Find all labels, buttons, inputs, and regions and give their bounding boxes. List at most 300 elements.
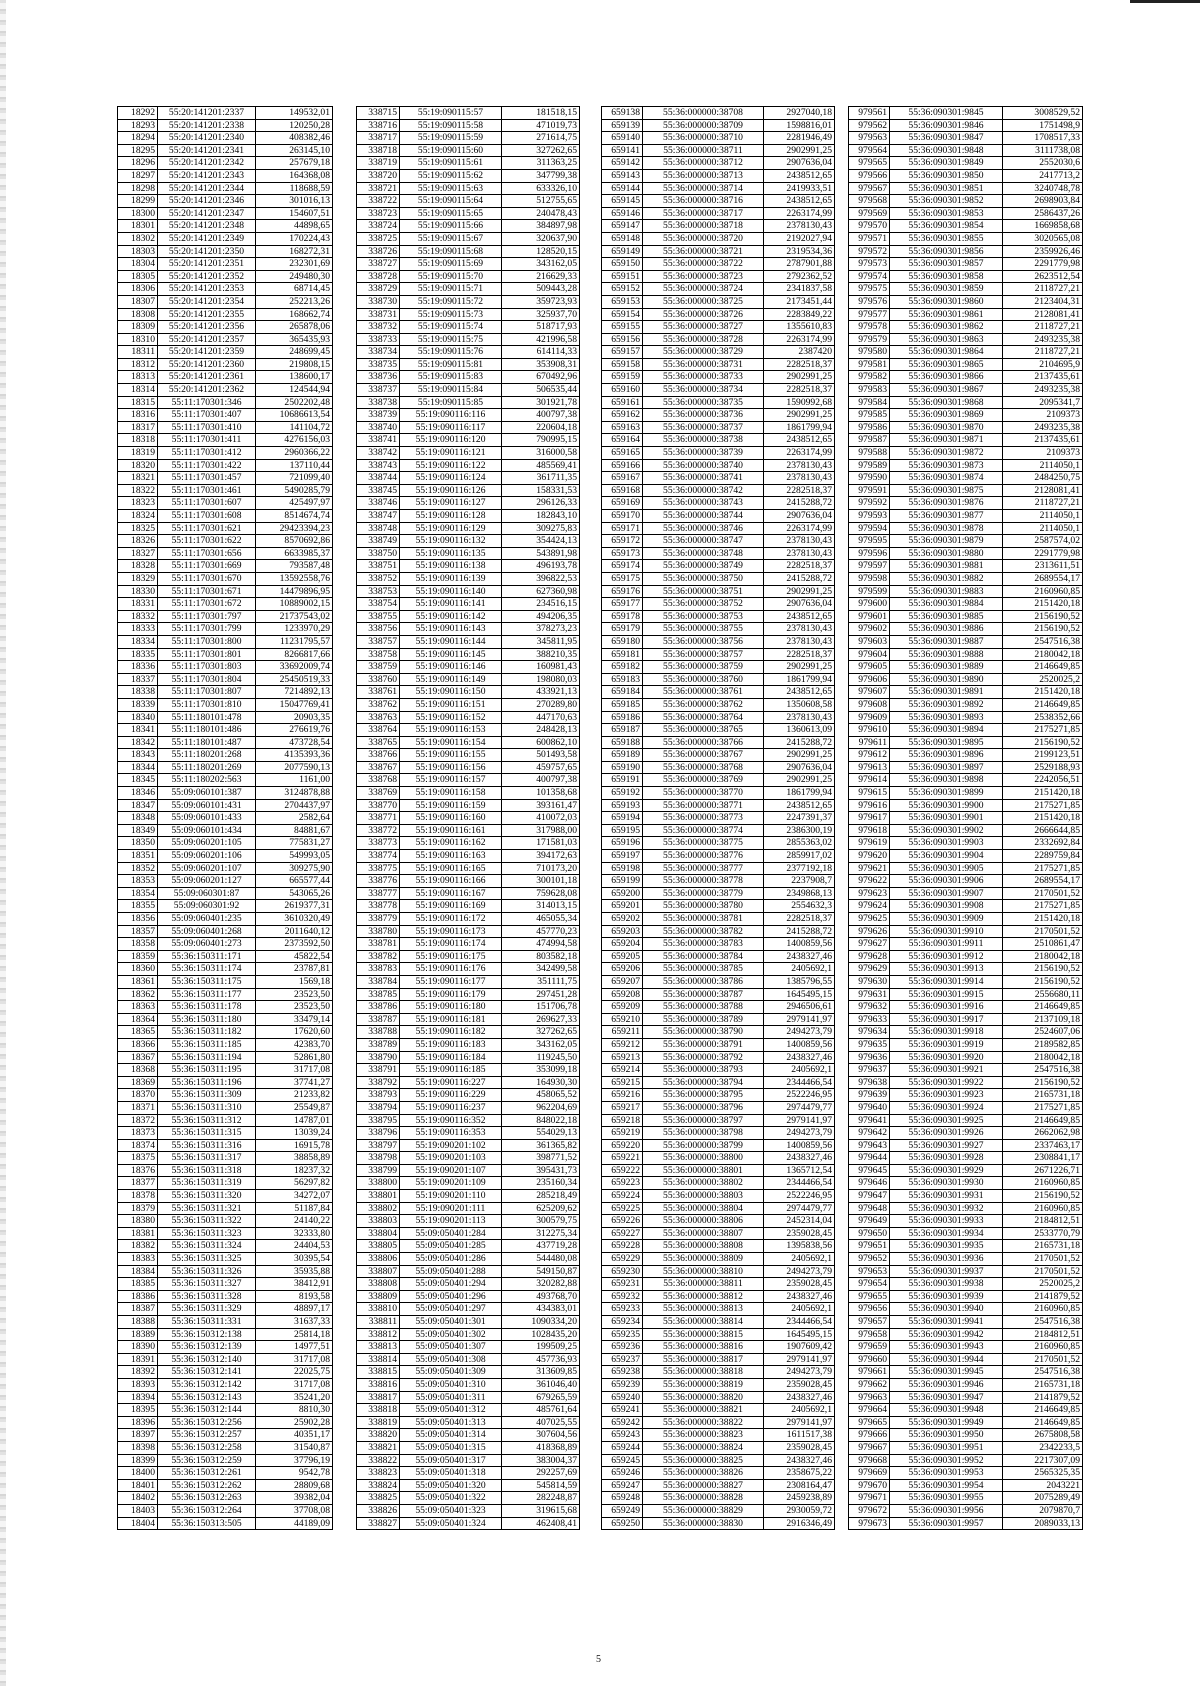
cadastral-number-cell: 55:36:000000:38815 (643, 1328, 764, 1341)
table-row (118, 1215, 333, 1228)
row-number-cell: 979568 (849, 195, 890, 208)
row-number-cell: 659193 (602, 799, 643, 812)
value-cell: 2170501,52 (1003, 1265, 1083, 1278)
row-number-cell: 979593 (849, 510, 890, 523)
table-row (118, 812, 333, 825)
table-row (849, 900, 1083, 913)
row-number-cell: 659149 (602, 245, 643, 258)
row-number-cell: 659179 (602, 623, 643, 636)
row-number-cell: 18361 (118, 975, 158, 988)
row-number-cell: 659168 (602, 484, 643, 497)
row-number-cell: 659239 (602, 1378, 643, 1391)
cadastral-number-cell: 55:36:150311:312 (158, 1114, 256, 1127)
value-cell: 2417713,2 (1003, 169, 1083, 182)
row-number-cell: 979641 (849, 1114, 890, 1127)
value-cell: 2160960,85 (1003, 1341, 1083, 1354)
cadastral-number-cell: 55:36:000000:38747 (643, 535, 764, 548)
value-cell: 2291779,98 (1003, 258, 1083, 271)
value-cell: 2979141,97 (764, 1353, 835, 1366)
cadastral-number-cell: 55:20:141201:2355 (158, 308, 256, 321)
cadastral-number-cell: 55:36:090301:9931 (890, 1190, 1003, 1203)
row-number-cell: 338718 (357, 144, 400, 157)
value-cell: 168662,74 (256, 308, 333, 321)
row-number-cell: 979595 (849, 535, 890, 548)
cadastral-number-cell: 55:19:090115:65 (400, 207, 502, 220)
table-row (118, 925, 333, 938)
cadastral-number-cell: 55:09:050401:297 (400, 1303, 502, 1316)
value-cell: 2419933,51 (764, 182, 835, 195)
value-cell: 1861799,94 (764, 673, 835, 686)
table-row (602, 988, 835, 1001)
table-row (602, 421, 835, 434)
row-number-cell: 338736 (357, 371, 400, 384)
value-cell: 2438327,46 (764, 1391, 835, 1404)
value-cell: 3020565,08 (1003, 232, 1083, 245)
row-number-cell: 338779 (357, 913, 400, 926)
table-row (602, 522, 835, 535)
cadastral-number-cell: 55:36:000000:38759 (643, 661, 764, 674)
cadastral-number-cell: 55:11:170301:670 (158, 572, 256, 585)
table-row (357, 447, 580, 460)
value-cell: 22025,75 (256, 1366, 333, 1379)
cadastral-number-cell: 55:36:000000:38714 (643, 182, 764, 195)
cadastral-number-cell: 55:36:000000:38721 (643, 245, 764, 258)
value-cell: 2587574,02 (1003, 535, 1083, 548)
value-cell: 383004,37 (502, 1454, 580, 1467)
value-cell: 297451,28 (502, 988, 580, 1001)
value-cell: 2146649,85 (1003, 1404, 1083, 1417)
table-row (357, 1177, 580, 1190)
value-cell: 31540,87 (256, 1441, 333, 1454)
value-cell: 2170501,52 (1003, 887, 1083, 900)
value-cell: 28809,68 (256, 1479, 333, 1492)
table-row (849, 321, 1083, 334)
row-number-cell: 18335 (118, 648, 158, 661)
table-row (357, 1064, 580, 1077)
value-cell: 164930,30 (502, 1076, 580, 1089)
row-number-cell: 18337 (118, 673, 158, 686)
table-row (849, 1404, 1083, 1417)
row-number-cell: 659185 (602, 698, 643, 711)
table-row (357, 232, 580, 245)
cadastral-number-cell: 55:36:090301:9897 (890, 761, 1003, 774)
value-cell: 33479,14 (256, 1013, 333, 1026)
row-number-cell: 979562 (849, 119, 890, 132)
cadastral-number-cell: 55:36:000000:38716 (643, 195, 764, 208)
row-number-cell: 18301 (118, 220, 158, 233)
value-cell: 396822,53 (502, 572, 580, 585)
table-row (357, 925, 580, 938)
value-cell: 549150,87 (502, 1265, 580, 1278)
table-row (118, 447, 333, 460)
value-cell: 1028435,20 (502, 1328, 580, 1341)
value-cell: 2359028,45 (764, 1441, 835, 1454)
row-number-cell: 18371 (118, 1101, 158, 1114)
cadastral-number-cell: 55:36:000000:38720 (643, 232, 764, 245)
table-row (602, 207, 835, 220)
table-row (118, 610, 333, 623)
value-cell: 2586437,26 (1003, 207, 1083, 220)
value-cell: 232301,69 (256, 258, 333, 271)
row-number-cell: 18297 (118, 169, 158, 182)
value-cell: 485569,41 (502, 459, 580, 472)
table-row (602, 1139, 835, 1152)
table-row (118, 283, 333, 296)
cadastral-number-cell: 55:19:090116:161 (400, 824, 502, 837)
row-number-cell: 979616 (849, 799, 890, 812)
cadastral-number-cell: 55:20:141201:2362 (158, 384, 256, 397)
row-number-cell: 338741 (357, 434, 400, 447)
cadastral-number-cell: 55:19:090116:140 (400, 585, 502, 598)
value-cell: 506535,44 (502, 384, 580, 397)
row-number-cell: 979662 (849, 1378, 890, 1391)
cadastral-number-cell: 55:36:150311:196 (158, 1076, 256, 1089)
table-row (118, 913, 333, 926)
value-cell: 2359028,45 (764, 1227, 835, 1240)
cadastral-number-cell: 55:36:150311:195 (158, 1064, 256, 1077)
row-number-cell: 338807 (357, 1265, 400, 1278)
table-row (849, 711, 1083, 724)
value-cell: 2582,64 (256, 812, 333, 825)
table-row (849, 1278, 1083, 1291)
row-number-cell: 338820 (357, 1429, 400, 1442)
row-number-cell: 979567 (849, 182, 890, 195)
cadastral-number-cell: 55:36:150312:139 (158, 1341, 256, 1354)
cadastral-number-cell: 55:09:060301:92 (158, 900, 256, 913)
cadastral-number-cell: 55:36:090301:9867 (890, 384, 1003, 397)
cadastral-number-cell: 55:36:000000:38797 (643, 1114, 764, 1127)
table-row (357, 119, 580, 132)
value-cell: 458065,52 (502, 1089, 580, 1102)
table-row (602, 321, 835, 334)
cadastral-number-cell: 55:36:150311:175 (158, 975, 256, 988)
table-row (849, 1504, 1083, 1517)
cadastral-number-cell: 55:36:000000:38712 (643, 157, 764, 170)
row-number-cell: 979612 (849, 749, 890, 762)
table-row (357, 661, 580, 674)
value-cell: 24140,22 (256, 1215, 333, 1228)
cadastral-number-cell: 55:36:090301:9910 (890, 925, 1003, 938)
row-number-cell: 979655 (849, 1290, 890, 1303)
value-cell: 168272,31 (256, 245, 333, 258)
row-number-cell: 659195 (602, 824, 643, 837)
row-number-cell: 659197 (602, 850, 643, 863)
cadastral-number-cell: 55:09:050401:323 (400, 1504, 502, 1517)
table-row (118, 1316, 333, 1329)
table-row (357, 1391, 580, 1404)
table-row (118, 1114, 333, 1127)
table-row (602, 346, 835, 359)
value-cell: 549993,05 (256, 850, 333, 863)
value-cell: 1569,18 (256, 975, 333, 988)
row-number-cell: 338722 (357, 195, 400, 208)
value-cell: 296126,33 (502, 497, 580, 510)
table-row (849, 472, 1083, 485)
value-cell: 10686613,54 (256, 409, 333, 422)
row-number-cell: 338767 (357, 761, 400, 774)
value-cell: 2415288,72 (764, 925, 835, 938)
cadastral-number-cell: 55:09:060401:268 (158, 925, 256, 938)
cadastral-number-cell: 55:11:180101:486 (158, 724, 256, 737)
value-cell: 42383,70 (256, 1038, 333, 1051)
table-row (849, 837, 1083, 850)
value-cell: 24404,53 (256, 1240, 333, 1253)
table-row (849, 295, 1083, 308)
value-cell: 1751498,9 (1003, 119, 1083, 132)
cadastral-number-cell: 55:36:090301:9933 (890, 1215, 1003, 1228)
table-row (118, 1429, 333, 1442)
value-cell: 23523,50 (256, 1001, 333, 1014)
row-number-cell: 18399 (118, 1454, 158, 1467)
value-cell: 2438327,46 (764, 1152, 835, 1165)
cadastral-number-cell: 55:36:090301:9941 (890, 1316, 1003, 1329)
cadastral-number-cell: 55:36:090301:9949 (890, 1416, 1003, 1429)
table-row (849, 1290, 1083, 1303)
row-number-cell: 338772 (357, 824, 400, 837)
row-number-cell: 18401 (118, 1479, 158, 1492)
cadastral-number-cell: 55:36:150311:310 (158, 1101, 256, 1114)
cadastral-number-cell: 55:36:000000:38826 (643, 1467, 764, 1480)
cadastral-number-cell: 55:36:000000:38761 (643, 686, 764, 699)
cadastral-number-cell: 55:11:180101:478 (158, 711, 256, 724)
row-number-cell: 979668 (849, 1454, 890, 1467)
row-number-cell: 18370 (118, 1089, 158, 1102)
row-number-cell: 338824 (357, 1479, 400, 1492)
table-row (118, 1404, 333, 1417)
table-row (118, 1253, 333, 1266)
value-cell: 35241,20 (256, 1391, 333, 1404)
row-number-cell: 979647 (849, 1190, 890, 1203)
table-row (118, 472, 333, 485)
row-number-cell: 979588 (849, 447, 890, 460)
cadastral-number-cell: 55:36:000000:38710 (643, 132, 764, 145)
value-cell: 354424,13 (502, 535, 580, 548)
table-row (357, 1366, 580, 1379)
value-cell: 2160960,85 (1003, 1177, 1083, 1190)
row-number-cell: 338759 (357, 661, 400, 674)
value-cell: 494206,35 (502, 610, 580, 623)
cadastral-number-cell: 55:36:090301:9857 (890, 258, 1003, 271)
table-row (118, 900, 333, 913)
table-row (357, 522, 580, 535)
table-row (849, 648, 1083, 661)
row-number-cell: 18383 (118, 1253, 158, 1266)
row-number-cell: 659153 (602, 295, 643, 308)
row-number-cell: 338781 (357, 938, 400, 951)
cadastral-number-cell: 55:19:090116:149 (400, 673, 502, 686)
row-number-cell: 979571 (849, 232, 890, 245)
cadastral-number-cell: 55:36:090301:9907 (890, 887, 1003, 900)
cadastral-number-cell: 55:19:090116:175 (400, 950, 502, 963)
row-number-cell: 338827 (357, 1517, 400, 1530)
row-number-cell: 18376 (118, 1164, 158, 1177)
row-number-cell: 979652 (849, 1253, 890, 1266)
cadastral-number-cell: 55:36:000000:38741 (643, 472, 764, 485)
value-cell: 2689554,17 (1003, 875, 1083, 888)
cadastral-number-cell: 55:36:090301:9945 (890, 1366, 1003, 1379)
value-cell: 365435,93 (256, 333, 333, 346)
table-row (849, 195, 1083, 208)
table-row (118, 510, 333, 523)
cadastral-number-cell: 55:36:000000:38711 (643, 144, 764, 157)
cadastral-number-cell: 55:36:150311:316 (158, 1139, 256, 1152)
row-number-cell: 659178 (602, 610, 643, 623)
row-number-cell: 18396 (118, 1416, 158, 1429)
value-cell: 1360613,09 (764, 724, 835, 737)
table-row (357, 988, 580, 1001)
table-row (357, 799, 580, 812)
table-row (602, 1290, 835, 1303)
cadastral-number-cell: 55:11:180101:487 (158, 736, 256, 749)
row-number-cell: 979566 (849, 169, 890, 182)
cadastral-number-cell: 55:36:090301:9848 (890, 144, 1003, 157)
cadastral-number-cell: 55:36:000000:38736 (643, 409, 764, 422)
value-cell: 1907609,42 (764, 1341, 835, 1354)
row-number-cell: 659154 (602, 308, 643, 321)
value-cell: 2319534,36 (764, 245, 835, 258)
row-number-cell: 659200 (602, 887, 643, 900)
value-cell: 473728,54 (256, 736, 333, 749)
cadastral-number-cell: 55:36:000000:38803 (643, 1190, 764, 1203)
value-cell: 2137109,18 (1003, 1013, 1083, 1026)
cadastral-number-cell: 55:36:150312:264 (158, 1504, 256, 1517)
cadastral-number-cell: 55:36:150311:171 (158, 950, 256, 963)
value-cell: 2524607,06 (1003, 1026, 1083, 1039)
row-number-cell: 979632 (849, 1001, 890, 1014)
cadastral-number-cell: 55:36:000000:38750 (643, 572, 764, 585)
cadastral-number-cell: 55:11:170301:607 (158, 497, 256, 510)
value-cell: 119245,50 (502, 1051, 580, 1064)
cadastral-number-cell: 55:11:170301:672 (158, 598, 256, 611)
value-cell: 48897,17 (256, 1303, 333, 1316)
cadastral-number-cell: 55:19:090116:162 (400, 837, 502, 850)
cadastral-number-cell: 55:19:090201:111 (400, 1202, 502, 1215)
value-cell: 2494273,79 (764, 1366, 835, 1379)
value-cell: 465055,34 (502, 913, 580, 926)
table-row (849, 1353, 1083, 1366)
row-number-cell: 979585 (849, 409, 890, 422)
value-cell: 2494273,79 (764, 1265, 835, 1278)
table-row (602, 119, 835, 132)
row-number-cell: 338751 (357, 560, 400, 573)
value-cell: 2308841,17 (1003, 1152, 1083, 1165)
row-number-cell: 18318 (118, 434, 158, 447)
cadastral-number-cell: 55:11:170301:412 (158, 447, 256, 460)
cadastral-number-cell: 55:09:050401:286 (400, 1253, 502, 1266)
value-cell: 2378130,43 (764, 535, 835, 548)
scan-edge-artifact (0, 0, 6, 1686)
value-cell: 2405692,1 (764, 1064, 835, 1077)
row-number-cell: 979660 (849, 1353, 890, 1366)
table-row (602, 1001, 835, 1014)
value-cell: 359723,93 (502, 295, 580, 308)
row-number-cell: 659214 (602, 1064, 643, 1077)
cadastral-number-cell: 55:36:150312:138 (158, 1328, 256, 1341)
table-row (849, 1328, 1083, 1341)
row-number-cell: 659240 (602, 1391, 643, 1404)
cadastral-number-cell: 55:19:090116:139 (400, 572, 502, 585)
value-cell: 2114050,1 (1003, 510, 1083, 523)
value-cell: 775831,27 (256, 837, 333, 850)
table-row (118, 938, 333, 951)
value-cell: 2291779,98 (1003, 547, 1083, 560)
table-row (118, 195, 333, 208)
table-row (849, 384, 1083, 397)
value-cell: 1161,00 (256, 774, 333, 787)
row-number-cell: 18331 (118, 598, 158, 611)
cadastral-number-cell: 55:19:090116:159 (400, 799, 502, 812)
cadastral-number-cell: 55:36:000000:38821 (643, 1404, 764, 1417)
table-row (602, 560, 835, 573)
cadastral-number-cell: 55:11:170301:346 (158, 396, 256, 409)
row-number-cell: 18312 (118, 358, 158, 371)
row-number-cell: 659145 (602, 195, 643, 208)
value-cell: 320282,88 (502, 1278, 580, 1291)
value-cell: 14787,01 (256, 1114, 333, 1127)
value-cell: 37708,08 (256, 1504, 333, 1517)
row-number-cell: 979656 (849, 1303, 890, 1316)
row-number-cell: 979563 (849, 132, 890, 145)
cadastral-number-cell: 55:36:000000:38767 (643, 749, 764, 762)
table-row (602, 1454, 835, 1467)
value-cell: 2141879,52 (1003, 1391, 1083, 1404)
table-row (849, 1227, 1083, 1240)
table-row (602, 132, 835, 145)
value-cell: 1708517,33 (1003, 132, 1083, 145)
table-row (118, 572, 333, 585)
value-cell: 2160960,85 (1003, 1303, 1083, 1316)
table-row (602, 308, 835, 321)
value-cell: 1400859,56 (764, 1139, 835, 1152)
value-cell: 2156190,52 (1003, 1076, 1083, 1089)
table-row (602, 169, 835, 182)
table-row (357, 510, 580, 523)
value-cell: 384897,98 (502, 220, 580, 233)
cadastral-number-cell: 55:36:090301:9877 (890, 510, 1003, 523)
table-row (602, 598, 835, 611)
value-cell: 1090334,20 (502, 1316, 580, 1329)
cadastral-number-cell: 55:36:150311:326 (158, 1265, 256, 1278)
cadastral-number-cell: 55:36:000000:38739 (643, 447, 764, 460)
row-number-cell: 979607 (849, 686, 890, 699)
row-number-cell: 338799 (357, 1164, 400, 1177)
value-cell: 388210,35 (502, 648, 580, 661)
value-cell: 2156190,52 (1003, 963, 1083, 976)
row-number-cell: 18356 (118, 913, 158, 926)
value-cell: 198080,03 (502, 673, 580, 686)
table-row (118, 258, 333, 271)
table-row (602, 283, 835, 296)
cadastral-number-cell: 55:36:090301:9896 (890, 749, 1003, 762)
table-row (602, 1441, 835, 1454)
table-row (357, 837, 580, 850)
table-row (357, 560, 580, 573)
cadastral-number-cell: 55:36:000000:38789 (643, 1013, 764, 1026)
cadastral-number-cell: 55:36:000000:38726 (643, 308, 764, 321)
value-cell: 2377192,18 (764, 862, 835, 875)
row-number-cell: 338719 (357, 157, 400, 170)
row-number-cell: 18403 (118, 1504, 158, 1517)
table-row (849, 736, 1083, 749)
table-row (849, 686, 1083, 699)
table-row (602, 1202, 835, 1215)
row-number-cell: 979627 (849, 938, 890, 951)
row-number-cell: 979637 (849, 1064, 890, 1077)
cadastral-number-cell: 55:19:090116:172 (400, 913, 502, 926)
table-row (118, 1341, 333, 1354)
table-row (849, 673, 1083, 686)
row-number-cell: 18348 (118, 812, 158, 825)
